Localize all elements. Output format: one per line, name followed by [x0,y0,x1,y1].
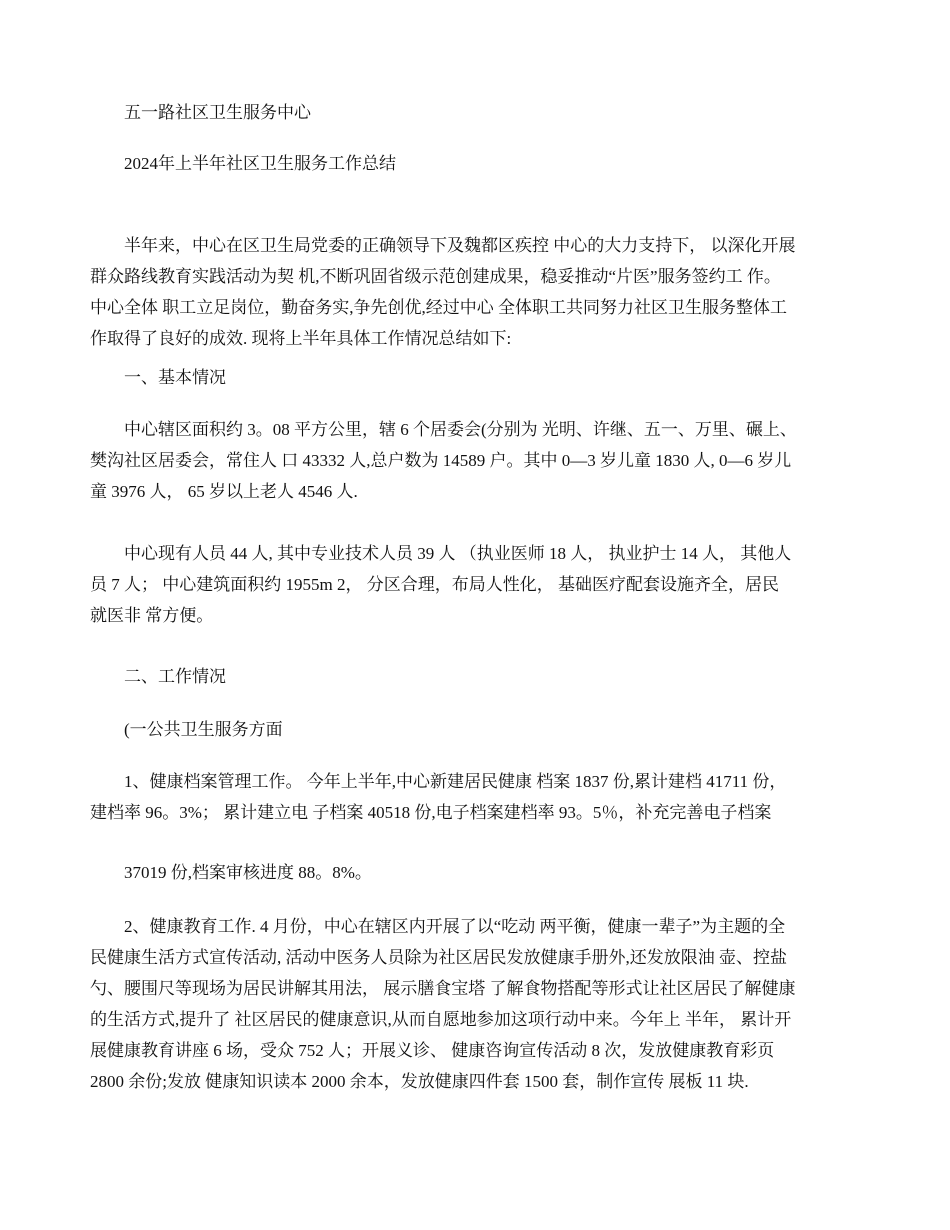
section-heading: 一、基本情况 [124,368,226,387]
paragraph-line: 中心现有人员 44 人, 其中专业技术人员 39 人 （执业医师 18 人， 执业护士 14 人， 其他人 [124,544,792,563]
subsection-heading: (一公共卫生服务方面 [124,720,283,739]
paragraph-line: 勺、腰围尺等现场为居民讲解其用法， 展示膳食宝塔 了解食物搭配等形式让社区居民了解健康 [90,979,796,998]
intro-line: 半年来，中心在区卫生局党委的正确领导下及魏都区疾控 中心的大力支持下， 以深化开展 [124,236,796,255]
paragraph-line: 2800 余份;发放 健康知识读本 2000 余本，发放健康四件套 1500 套，制作宣传 展板 11 块. [90,1072,749,1091]
intro-line: 中心全体 职工立足岗位，勤奋务实,争先创优,经过中心 全体职工共同努力社区卫生服务整体工 [90,298,787,317]
paragraph-line: 就医非 常方便。 [90,606,214,625]
paragraph-line: 樊沟社区居委会，常住人 口 43332 人,总户数为 14589 户。其中 0—3 岁儿童 1830 人, 0—6 岁儿 [90,451,792,470]
paragraph-line: 展健康教育讲座 6 场，受众 752 人；开展义诊、 健康咨询宣传活动 8 次，发放健康教育彩页 [90,1041,775,1060]
paragraph-line: 的生活方式,提升了 社区居民的健康意识,从而自愿地参加这项行动中来。今年上 半年， 累计开 [90,1010,792,1029]
paragraph-line: 2、健康教育工作. 4 月份，中心在辖区内开展了以“吃动 两平衡，健康一辈子”为主题的全 [124,917,786,936]
intro-line: 作取得了良好的成效. 现将上半年具体工作情况总结如下: [90,329,512,348]
org-name: 五一路社区卫生服务中心 [124,103,311,122]
section-heading: 二、工作情况 [124,667,226,686]
paragraph-line: 员 7 人； 中心建筑面积约 1955m 2， 分区合理，布局人性化， 基础医疗配套设施齐全，居民 [90,575,779,594]
paragraph-line: 37019 份,档案审核进度 88。8%。 [124,863,372,882]
paragraph-line: 童 3976 人， 65 岁以上老人 4546 人. [90,482,358,501]
paragraph-line: 中心辖区面积约 3。08 平方公里，辖 6 个居委会(分别为 光明、许继、五一、万里、碾上、 [124,420,797,439]
paragraph-line: 民健康生活方式宣传活动, 活动中医务人员除为社区居民发放健康手册外,还发放限油 壶、控盐 [90,948,787,967]
paragraph-line: 建档率 96。3%； 累计建立电 子档案 40518 份,电子档案建档率 93。5％，补充完善电子档案 [90,803,772,822]
intro-line: 群众路线教育实践活动为契 机,不断巩固省级示范创建成果，稳妥推动“片医”服务签约工 作。 [90,267,781,286]
document-title: 2024年上半年社区卫生服务工作总结 [124,154,396,173]
paragraph-line: 1、健康档案管理工作。 今年上半年,中心新建居民健康 档案 1837 份,累计建档 41711 份， [124,772,787,791]
